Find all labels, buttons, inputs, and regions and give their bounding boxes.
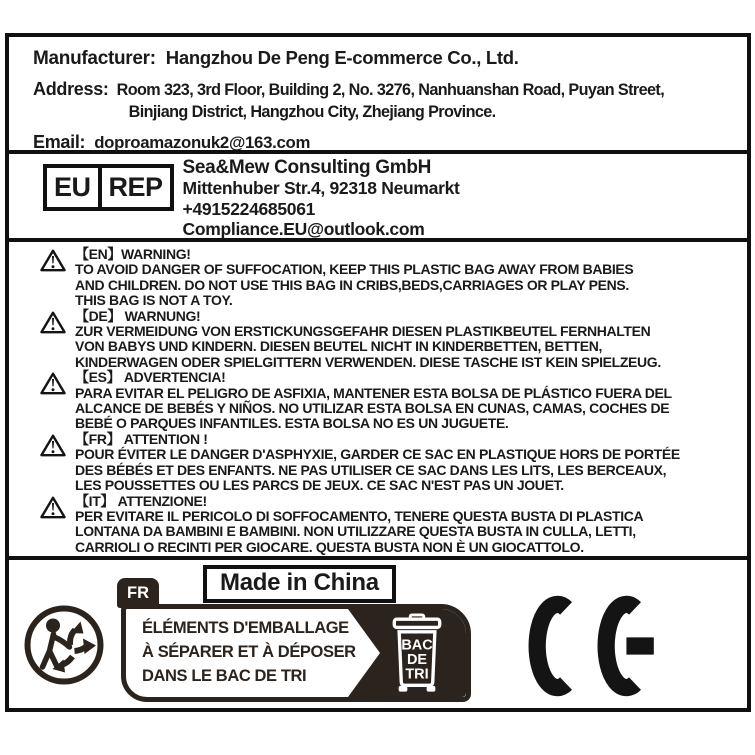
manufacturer-row [33, 46, 737, 70]
warning-triangle-icon [39, 494, 75, 556]
address-value [117, 80, 664, 123]
warning-block-es [39, 370, 733, 432]
warning-text [75, 494, 643, 556]
address-line-2: Binjiang District, Hangzhou City, Zhejiang Province. [128, 102, 496, 121]
eu-rep-phone: +4915224685061 [182, 198, 316, 219]
warning-triangle-icon [39, 432, 75, 494]
eu-rep-badge-rep: REP [98, 164, 174, 211]
fr-tag-text: FR [127, 583, 149, 602]
warning-triangle-icon [39, 309, 75, 371]
warning-block-en [39, 247, 733, 309]
footer-marks-section [9, 560, 747, 708]
banner-line-2: À SÉPARER ET À DÉPOSER [142, 643, 356, 661]
bin-text-bac: BAC [401, 637, 433, 654]
sorting-bin-icon [386, 612, 448, 695]
eu-rep-section [9, 154, 747, 242]
banner-line-1: ÉLÉMENTS D'EMBALLAGE [142, 619, 349, 637]
eu-rep-address: Mittenhuber Str.4, 92318 Neumarkt [182, 178, 460, 198]
warning-text [75, 247, 633, 309]
address-row [33, 79, 737, 123]
warning-block-it [39, 494, 733, 556]
email-value: doproamazonuk2@163.com [94, 133, 311, 152]
manufacturer-value: Hangzhou De Peng E-commerce Co., Ltd. [165, 47, 519, 68]
eu-rep-badge [43, 164, 174, 211]
warning-heading: 【ES】 ADVERTENCIA! [75, 369, 226, 386]
warning-line: LONTANA DA BAMBINI E BAMBINI. NON UTILIZZARE QUESTA BUSTA IN CULLA, LETTI, [75, 523, 636, 540]
bin-text-de: DE [406, 652, 428, 669]
warning-line: PER EVITARE IL PERICOLO DI SOFFOCAMENTO, TENERE QUESTA BUSTA DI PLASTICA [75, 507, 644, 524]
eu-rep-email: Compliance.EU@outlook.com [182, 219, 425, 239]
email-row [33, 131, 737, 154]
warning-heading: 【DE】 WARNUNG! [75, 307, 201, 324]
warning-text [75, 309, 661, 371]
banner-line-3: DANS LE BAC DE TRI [142, 667, 307, 685]
compliance-label-sheet [5, 33, 751, 712]
warning-line: POUR ÉVITER LE DANGER D'ASPHYXIE, GARDER CE SAC EN PLASTIQUE HORS DE PORTÉE [75, 446, 680, 463]
warning-line: KINDERWAGEN ODER SPIELGITTERN VERWENDEN. DIESE TASCHE IST KEIN SPIELZEUG. [75, 353, 661, 370]
warning-line: PARA EVITAR EL PELIGRO DE ASFIXIA, MANTENER ESTA BOLSA DE PLÁSTICO FUERA DEL [75, 384, 672, 401]
warning-line: AND CHILDREN. DO NOT USE THIS BAG IN CRIBS,BEDS,CARRIAGES OR PLAY PENS. [75, 276, 629, 293]
warning-block-fr [39, 432, 733, 494]
warning-text [75, 432, 680, 494]
warning-line: THIS BAG IS NOT A TOY. [75, 292, 233, 309]
warning-text [75, 370, 672, 432]
made-in-china-box [203, 565, 396, 603]
triman-recycling-icon [23, 604, 105, 686]
warning-triangle-icon [39, 247, 75, 309]
bin-text-tri: TRI [405, 666, 429, 683]
warning-line: BEBÉ O PARQUES INFANTILES. ESTA BOLSA NO ES UN JUGUETE. [75, 415, 509, 432]
manufacturer-label: Manufacturer: [33, 48, 156, 69]
banner-text [142, 616, 356, 688]
banner-dark-panel [348, 609, 466, 697]
warning-heading: 【IT】 ATTENZIONE! [75, 492, 207, 509]
warnings-section [9, 242, 747, 560]
ce-marking-icon [525, 595, 667, 697]
eu-rep-badge-eu: EU [43, 164, 102, 211]
warning-line: ZUR VERMEIDUNG VON ERSTICKUNGSGEFAHR DIESEN PLASTIKBEUTEL FERNHALTEN [75, 323, 651, 340]
warning-triangle-icon [39, 370, 75, 432]
address-label: Address: [33, 79, 109, 99]
eu-rep-company: Sea&Mew Consulting GmbH [182, 157, 432, 178]
eu-rep-details [183, 156, 460, 238]
warning-block-de [39, 309, 733, 371]
warning-line: LES POUSSETTES OU LES PARCS DE JEUX. CE SAC N'EST PAS UN JOUET. [75, 477, 564, 494]
warning-line: ALCANCE DE BEBÉS Y NIÑOS. NO UTILIZAR ESTA BOLSA EN CUNAS, CAMAS, COCHES DE [75, 400, 670, 417]
warning-heading: 【FR】 ATTENTION ! [75, 430, 208, 447]
sorting-instruction-banner [121, 604, 471, 702]
manufacturer-section [9, 37, 747, 154]
made-in-china-text: Made in China [220, 569, 379, 596]
warning-heading: 【EN】WARNING! [75, 246, 191, 262]
warning-line: TO AVOID DANGER OF SUFFOCATION, KEEP THIS PLASTIC BAG AWAY FROM BABIES [75, 261, 634, 278]
email-label: Email: [33, 132, 86, 152]
warning-line: CARRIOLI O RECINTI PER GIOCARE. QUESTA BUSTA NON È UN GIOCATTOLO. [75, 538, 584, 555]
address-line-1: Room 323, 3rd Floor, Building 2, No. 3276, Nanhuanshan Road, Puyan Street, [116, 81, 665, 99]
warning-line: DES BÉBÉS ET DES ENFANTS. NE PAS UTILISER CE SAC DANS LES LITS, LES BERCEAUX, [75, 461, 667, 478]
warning-line: VON BABYS UND KINDERN. DIESEN BEUTEL NICHT IN KINDERBETTEN, BETTEN, [75, 338, 602, 355]
